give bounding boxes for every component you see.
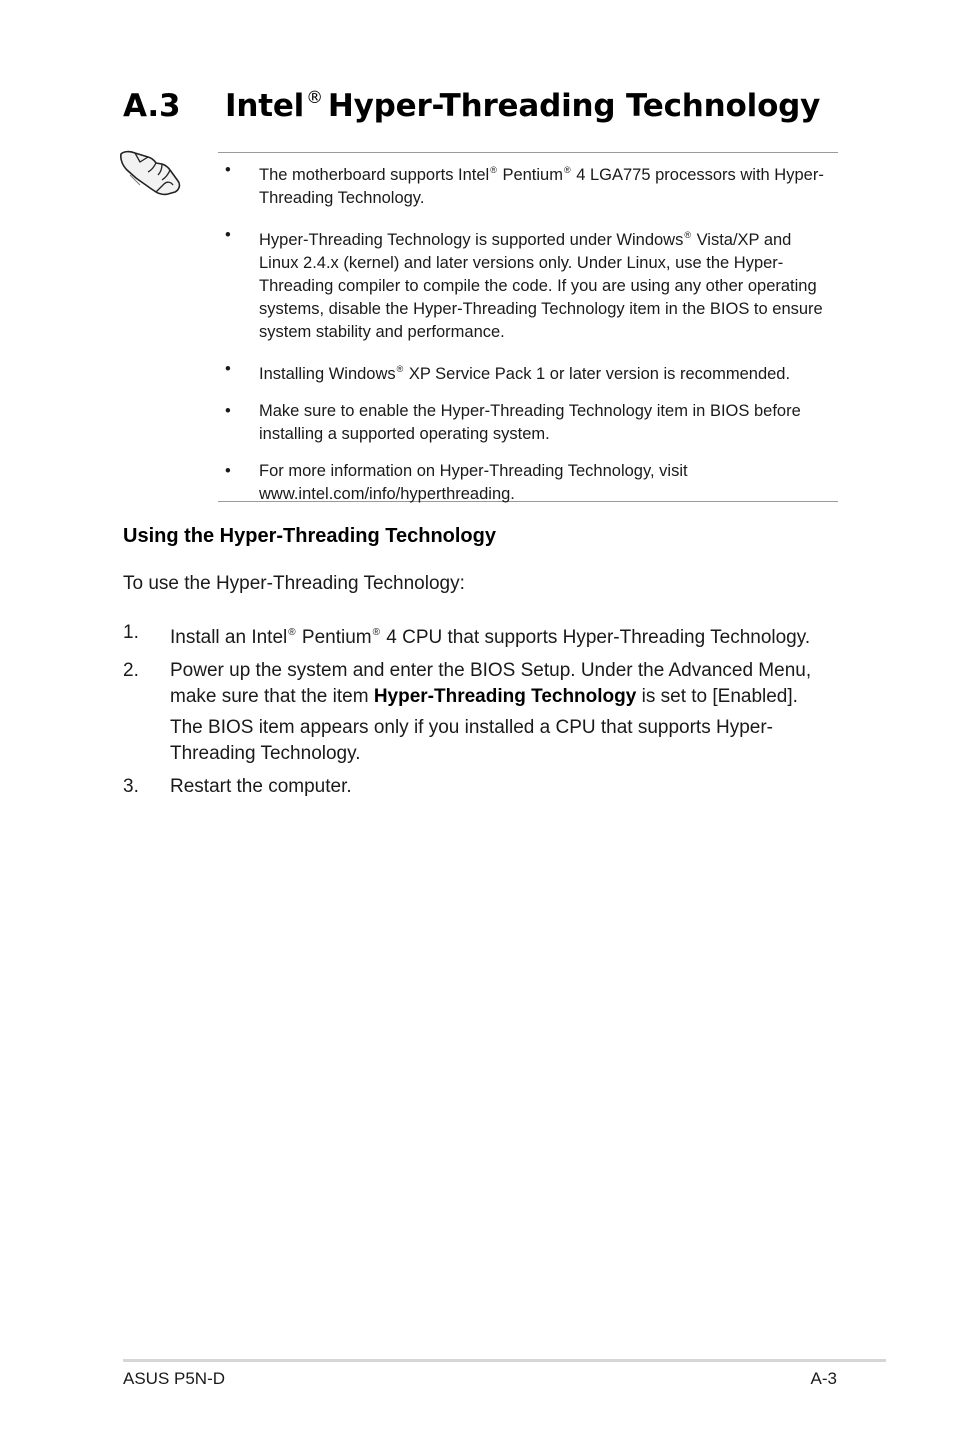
hand-note-icon (118, 148, 184, 202)
footer-divider (123, 1359, 886, 1362)
step-subnote: The BIOS item appears only if you installed a CPU that supports Hyper-Threading Technology. (170, 717, 773, 764)
heading-number: A.3 (123, 88, 181, 124)
registered-mark: ® (306, 88, 323, 108)
bullet: • (225, 226, 231, 244)
step-number: 1. (123, 622, 139, 643)
note-item: • The motherboard supports Intel® Pentium® 4 LGA775 processors with Hyper-Threading Technology. (225, 161, 824, 207)
step-item: 1. Install an Intel® Pentium® 4 CPU that supports Hyper-Threading Technology. (123, 622, 811, 648)
bullet: • (225, 402, 231, 420)
note-item: • For more information on Hyper-Threading Technology, visit www.intel.com/info/hyperthreading. (225, 462, 688, 503)
heading-brand: Intel (225, 88, 305, 124)
step-item: 2. Power up the system and enter the BIOS Setup. Under the Advanced Menu, make sure that the item Hyper-Threading Technology is set to [Enabled]. The BIOS item appears only if you installed a CPU that supports Hyper-Threading Technology. (123, 658, 843, 767)
step-number: 3. (123, 776, 139, 797)
note-box (218, 152, 838, 502)
note-item: • Installing Windows® XP Service Pack 1 or later version is recommended. (225, 360, 791, 383)
subsection-title: Using the Hyper-Threading Technology (123, 525, 496, 547)
bios-item-name: Hyper-Threading Technology (373, 686, 637, 707)
intro-text: To use the Hyper-Threading Technology: (123, 573, 465, 594)
footer-page-number: A-3 (810, 1369, 837, 1388)
steps-list (123, 620, 843, 807)
section-heading (123, 88, 820, 124)
note-item: • Make sure to enable the Hyper-Threading Technology item in BIOS before installing a supported operating system. (225, 402, 801, 443)
step-number: 2. (123, 660, 139, 681)
bullet: • (225, 161, 231, 179)
step-item: 3. Restart the computer. (123, 774, 843, 800)
footer-product: ASUS P5N-D (123, 1369, 226, 1388)
note-list (218, 159, 838, 520)
note-item: • Hyper-Threading Technology is supported under Windows® Vista/XP and Linux 2.4.x (kernel) and later versions only. Under Linux, use the Hyper-Threading compiler to compile the code. If you are using any other operating systems, disable the Hyper-Threading Technology item in the BIOS to ensure system stability and performance. (225, 226, 823, 341)
heading-rest: Hyper-Threading Technology (327, 88, 821, 124)
bullet: • (225, 462, 231, 480)
bullet: • (225, 360, 231, 378)
